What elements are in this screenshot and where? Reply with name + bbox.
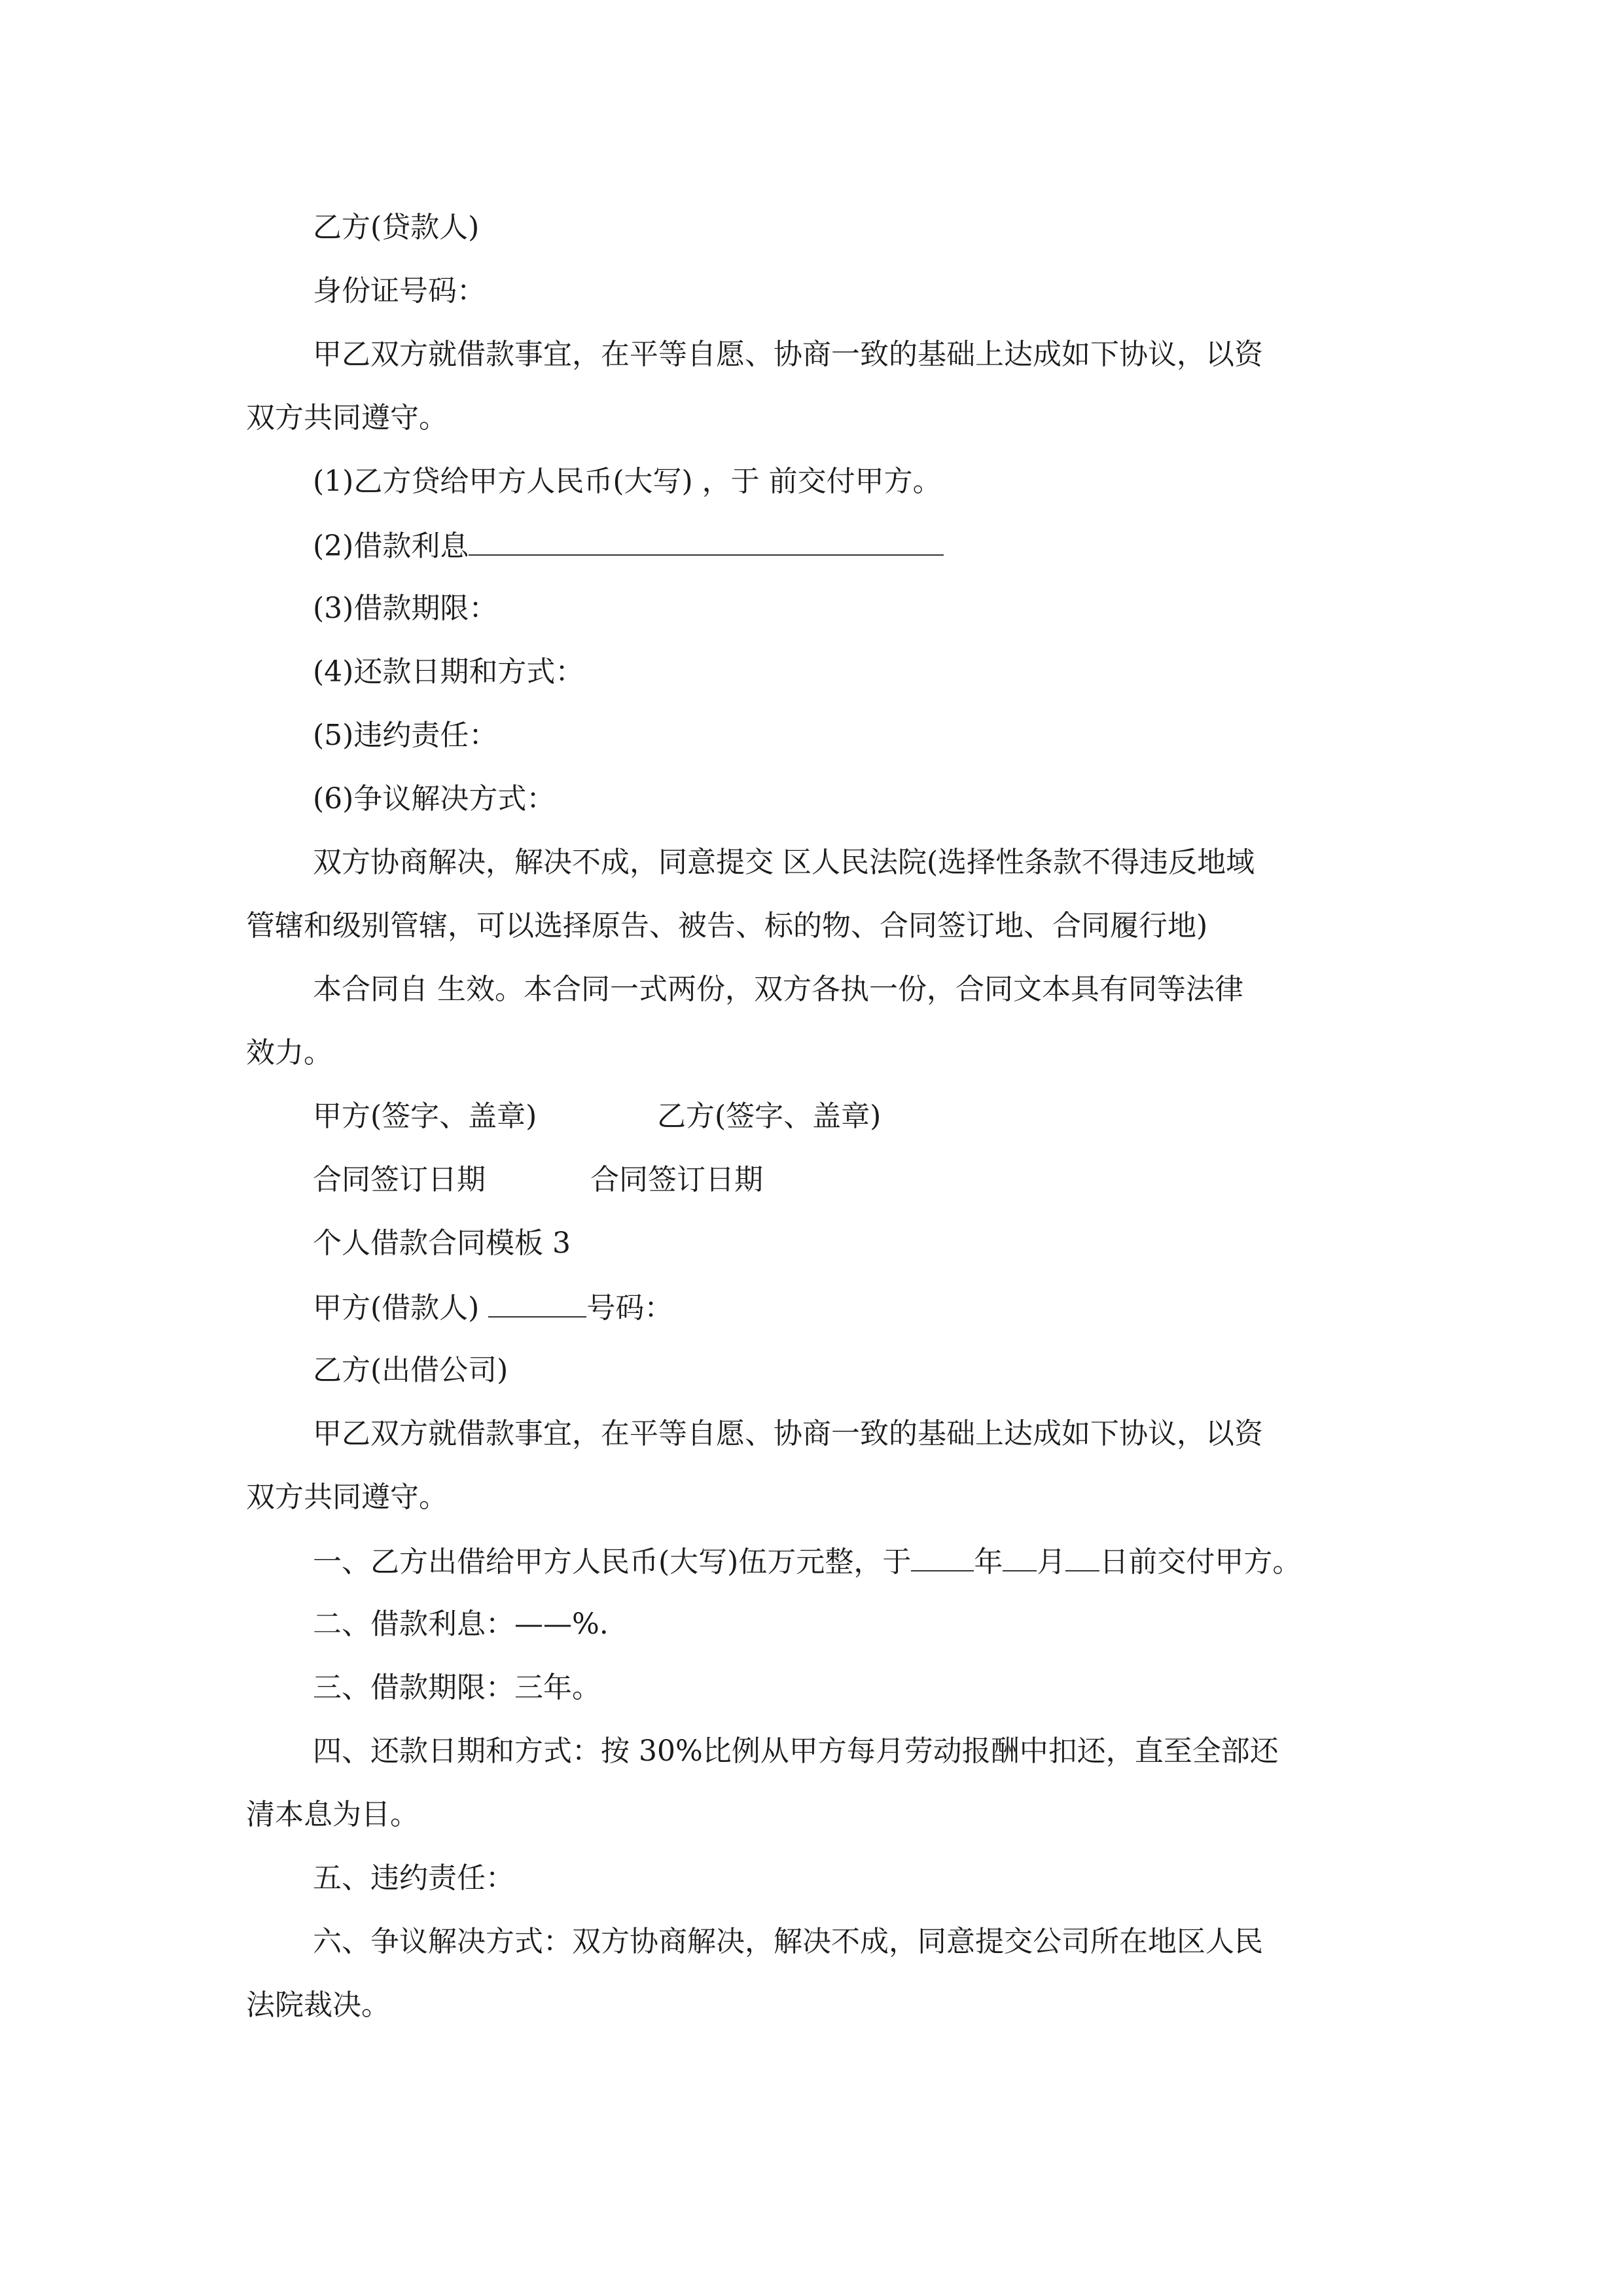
article-2-line: 二、借款利息：——%. — [313, 1607, 609, 1641]
effective-line-1: 本合同自 生效。本合同一式两份，双方各执一份，合同文本具有同等法律 — [313, 973, 1243, 1006]
agreement-intro-line-1: 甲乙双方就借款事宜，在平等自愿、协商一致的基础上达成如下协议，以资 — [313, 338, 1263, 371]
clause-4-line: (4)还款日期和方式： — [313, 655, 584, 689]
clause-6-line: (6)争议解决方式： — [313, 782, 556, 816]
article-3-line: 三、借款期限：三年。 — [313, 1671, 601, 1704]
month-label: 月 — [1037, 1545, 1066, 1579]
article-1-tail: 日前交付甲方。 — [1099, 1545, 1302, 1579]
article-5-line: 五、违约责任： — [313, 1861, 514, 1895]
clause-1-line: (1)乙方贷给甲方人民币(大写) ，于 前交付甲方。 — [313, 465, 942, 498]
article-4-line-2: 清本息为目。 — [246, 1798, 419, 1831]
sign-date-label-a: 合同签订日期 — [313, 1163, 486, 1196]
effective-line-2: 效力。 — [246, 1036, 332, 1069]
article-1-text: 一、乙方出借给甲方人民币(大写)伍万元整，于 — [313, 1545, 912, 1579]
clause-5-line: (5)违约责任： — [313, 719, 498, 752]
year-blank — [911, 1544, 974, 1571]
clause-2-text: (2)借款利息 — [313, 529, 469, 563]
template-3-heading: 个人借款合同模板 3 — [313, 1227, 571, 1260]
sign-date-label-b: 合同签订日期 — [590, 1163, 763, 1196]
number-label: 号码： — [586, 1291, 673, 1325]
clause-2-line — [313, 528, 944, 564]
party-b-lender-line: 乙方(贷款人) — [313, 211, 480, 244]
agreement-intro-3-line-2: 双方共同遵守。 — [246, 1480, 448, 1514]
party-b-signature-label: 乙方(签字、盖章) — [657, 1100, 882, 1133]
agreement-intro-3-line-1: 甲乙双方就借款事宜，在平等自愿、协商一致的基础上达成如下协议，以资 — [313, 1417, 1263, 1450]
agreement-intro-line-2: 双方共同遵守。 — [246, 401, 448, 435]
clause-3-line: (3)借款期限： — [313, 592, 498, 625]
article-4-line-1: 四、还款日期和方式：按 30%比例从甲方每月劳动报酬中扣还，直至全部还 — [313, 1734, 1279, 1768]
dispute-text-line-2: 管辖和级别管辖，可以选择原告、被告、标的物、合同签订地、合同履行地) — [246, 909, 1208, 942]
party-a-borrower-text: 甲方(借款人) — [313, 1291, 489, 1325]
interest-blank — [469, 528, 944, 556]
party-b-company-line: 乙方(出借公司) — [313, 1354, 508, 1387]
id-blank — [488, 1290, 586, 1318]
article-6-line-1: 六、争议解决方式：双方协商解决，解决不成，同意提交公司所在地区人民 — [313, 1925, 1263, 1958]
article-1-line — [313, 1544, 1301, 1579]
dispute-text-line-1: 双方协商解决，解决不成，同意提交 区人民法院(选择性条款不得违反地域 — [313, 846, 1255, 879]
party-a-signature-label: 甲方(签字、盖章) — [313, 1100, 537, 1133]
party-a-borrower-line — [313, 1290, 673, 1325]
id-number-line: 身份证号码： — [313, 274, 486, 308]
article-6-line-2: 法院裁决。 — [246, 1988, 390, 2022]
year-label: 年 — [974, 1545, 1003, 1579]
month-blank — [1003, 1544, 1037, 1571]
day-blank — [1065, 1544, 1099, 1571]
